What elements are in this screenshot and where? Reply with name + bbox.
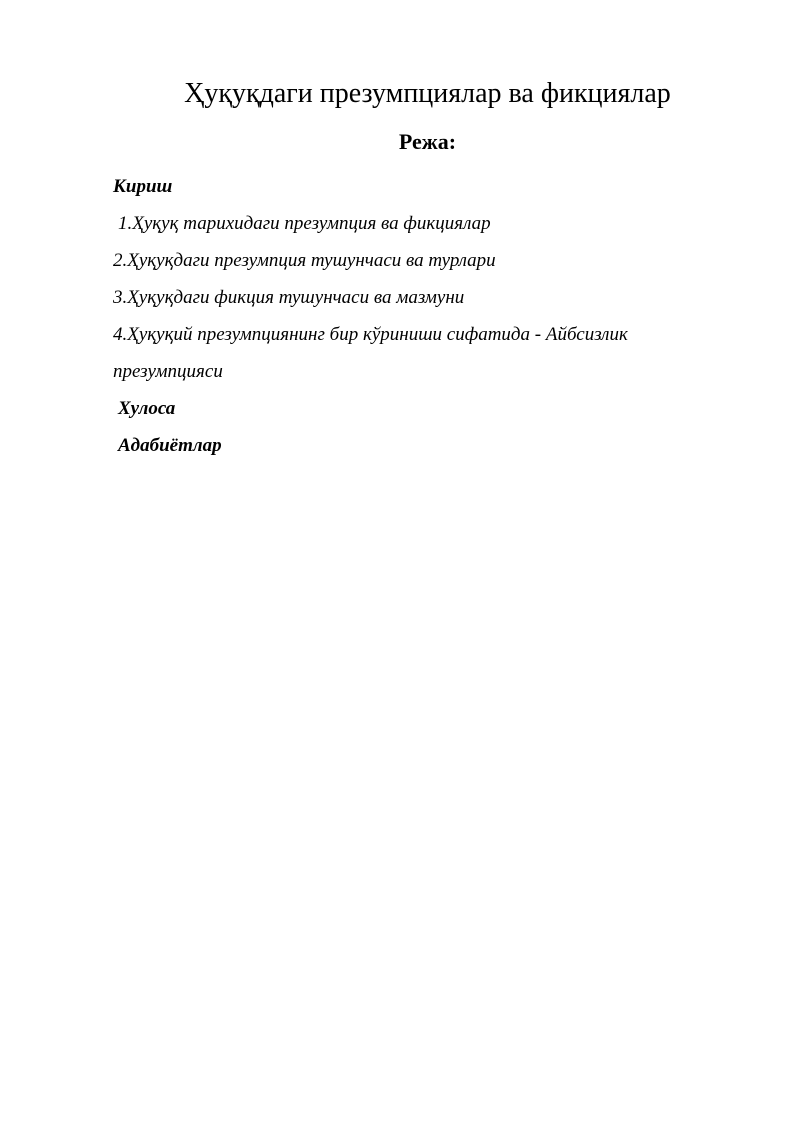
plan-item-4: 4.Ҳуқуқий презумпциянинг бир кўриниши сифатида - Айбсизлик презумпцияси bbox=[113, 324, 628, 382]
plan-item-conclusion: Хулоса bbox=[118, 398, 176, 419]
plan-item-references: Адабиётлар bbox=[118, 435, 222, 456]
document-title: Ҳуқуқдаги презумпциялар ва фикциялар bbox=[184, 78, 671, 109]
plan-heading: Режа: bbox=[398, 129, 457, 154]
plan-item-3: 3.Ҳуқуқдаги фикция тушунчаси ва мазмуни bbox=[113, 287, 465, 308]
plan-item-1: 1.Ҳуқуқ тарихидаги презумпция ва фикциялар bbox=[118, 213, 491, 234]
plan-list bbox=[113, 168, 733, 464]
plan-item-introduction: Кириш bbox=[113, 176, 173, 197]
plan-item-2: 2.Ҳуқуқдаги презумпция тушунчаси ва турлари bbox=[113, 250, 496, 271]
